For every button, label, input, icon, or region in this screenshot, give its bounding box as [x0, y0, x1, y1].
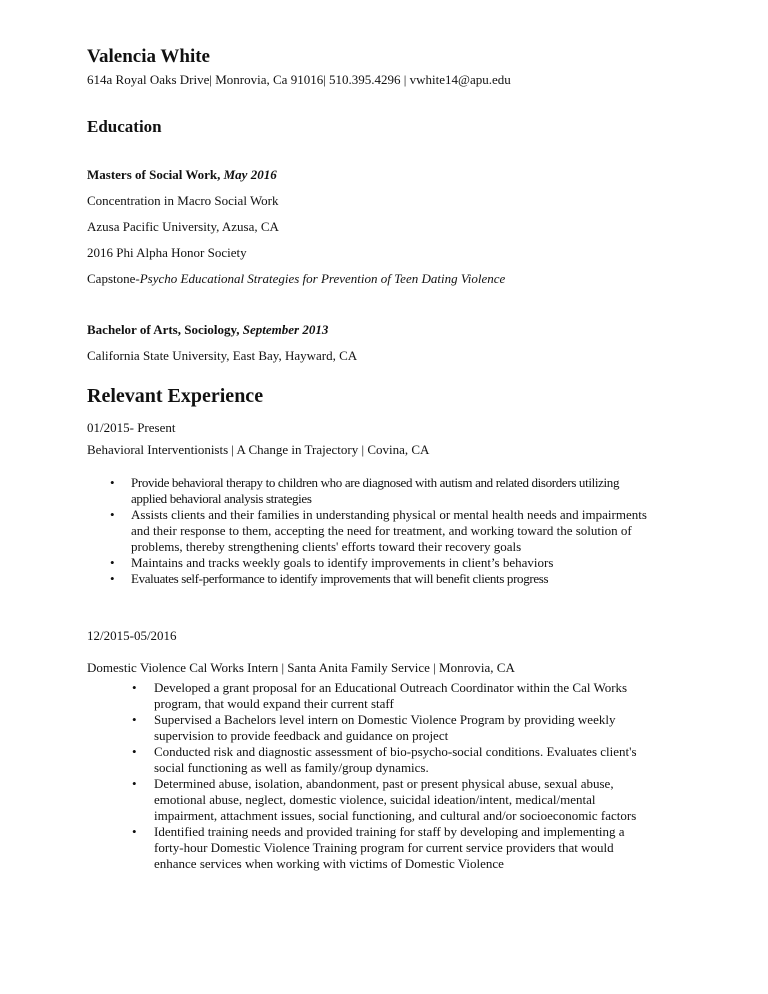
list-item: • Assists clients and their families in understanding physical or mental health needs and impairments: [110, 507, 647, 522]
list-item-continued: program, that would expand their current staff: [154, 696, 394, 711]
job1-title: Behavioral Interventionists | A Change in Trajectory | Covina, CA: [87, 442, 430, 457]
job2-dates: 12/2015-05/2016: [87, 628, 177, 643]
ba-degree-line: [87, 322, 328, 338]
msw-school: Azusa Pacific University, Azusa, CA: [87, 219, 279, 234]
list-item: • Conducted risk and diagnostic assessment of bio-psycho-social conditions. Evaluates client's: [132, 744, 637, 759]
msw-degree-line: [87, 167, 277, 183]
job2-bullet-list: [132, 680, 637, 872]
contact-info: 614a Royal Oaks Drive| Monrovia, Ca 91016| 510.395.4296 | vwhite14@apu.edu: [87, 72, 511, 87]
ba-date: September 2013: [242, 322, 329, 337]
list-item-continued: supervision to provide feedback and guidance on project: [154, 728, 449, 743]
capstone-label: Capstone-: [87, 271, 140, 286]
list-item-continued: enhance services when working with victims of Domestic Violence: [154, 856, 504, 871]
list-item: • Evaluates self-performance to identify improvements that will benefit clients progress: [110, 571, 549, 586]
job2-title: Domestic Violence Cal Works Intern | Santa Anita Family Service | Monrovia, CA: [87, 660, 515, 675]
list-item: • Developed a grant proposal for an Educational Outreach Coordinator within the Cal Works: [132, 680, 628, 695]
list-item: • Provide behavioral therapy to children who are diagnosed with autism and related disorders utilizing: [110, 475, 620, 490]
ba-degree: Bachelor of Arts, Sociology,: [87, 322, 240, 337]
msw-capstone: [87, 271, 505, 287]
list-item: • Supervised a Bachelors level intern on Domestic Violence Program by providing weekly: [132, 712, 616, 727]
list-item: • Identified training needs and provided training for staff by developing and implementing a: [132, 824, 625, 839]
list-item-continued: applied behavioral analysis strategies: [131, 491, 312, 506]
list-item: • Determined abuse, isolation, abandonment, past or present physical abuse, sexual abuse,: [132, 776, 614, 791]
msw-concentration: Concentration in Macro Social Work: [87, 193, 279, 208]
list-item-continued: forty-hour Domestic Violence Training program for current service providers that would: [154, 840, 614, 855]
education-heading: Education: [87, 117, 162, 136]
list-item: • Maintains and tracks weekly goals to identify improvements in client’s behaviors: [110, 555, 554, 570]
job1-bullet-list: [110, 475, 647, 587]
list-item-continued: impairment, attachment issues, social functioning, and cultural and/or socioeconomic factors: [154, 808, 637, 823]
list-item-continued: emotional abuse, neglect, domestic violence, suicidal ideation/intent, medical/mental: [154, 792, 596, 807]
msw-honor: 2016 Phi Alpha Honor Society: [87, 245, 247, 260]
capstone-title: Psycho Educational Strategies for Prevention of Teen Dating Violence: [139, 271, 506, 286]
ba-school: California State University, East Bay, Hayward, CA: [87, 348, 358, 363]
resume-name: Valencia White: [87, 46, 210, 67]
list-item-continued: social functioning as well as family/group dynamics.: [154, 760, 429, 775]
msw-degree: Masters of Social Work,: [87, 167, 221, 182]
experience-heading: Relevant Experience: [87, 385, 264, 407]
job1-dates: 01/2015- Present: [87, 420, 176, 435]
list-item-continued: and their response to them, accepting the need for treatment, and working toward the solution of: [131, 523, 632, 538]
list-item-continued: problems, thereby strengthening clients' efforts toward their recovery goals: [131, 539, 522, 554]
msw-date: May 2016: [223, 167, 277, 182]
